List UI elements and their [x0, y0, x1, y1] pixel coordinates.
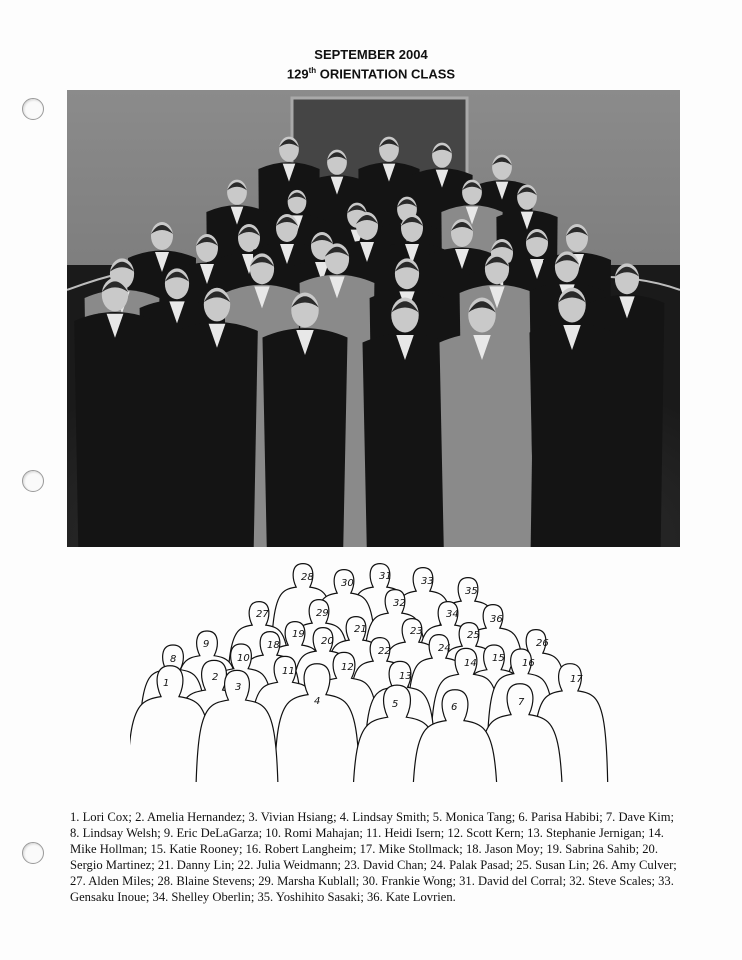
key-number-27: 27	[256, 609, 269, 620]
key-number-8: 8	[170, 654, 177, 665]
key-number-12: 12	[341, 662, 354, 673]
key-number-32: 32	[393, 598, 406, 609]
title-class-text: ORIENTATION CLASS	[316, 66, 456, 82]
binder-hole-top	[22, 98, 44, 120]
photo-person-31	[74, 278, 156, 547]
title-class	[0, 63, 742, 82]
key-number-23: 23	[410, 626, 423, 637]
title-class-number: 129	[286, 66, 309, 82]
key-number-1: 1	[163, 678, 170, 689]
key-number-29: 29	[316, 608, 329, 619]
page-title	[0, 47, 742, 82]
key-number-3: 3	[235, 682, 242, 693]
key-number-34: 34	[446, 609, 459, 620]
key-number-16: 16	[522, 658, 535, 669]
title-date: SEPTEMBER 2004	[314, 47, 428, 62]
key-number-2: 2	[212, 672, 219, 683]
key-number-17: 17	[570, 674, 583, 685]
key-number-6: 6	[451, 702, 458, 713]
key-number-20: 20	[321, 636, 334, 647]
key-number-25: 25	[467, 630, 480, 641]
identification-key-diagram	[130, 562, 610, 782]
binder-hole-bottom	[22, 842, 44, 864]
binder-hole-middle	[22, 470, 44, 492]
key-number-13: 13	[399, 671, 412, 682]
key-number-21: 21	[354, 624, 367, 635]
key-number-10: 10	[237, 653, 250, 664]
key-number-24: 24	[438, 643, 451, 654]
key-number-30: 30	[341, 578, 354, 589]
key-number-7: 7	[518, 697, 525, 708]
key-number-36: 36	[490, 614, 503, 625]
caption-names-list: 1. Lori Cox; 2. Amelia Hernandez; 3. Vivian Hsiang; 4. Lindsay Smith; 5. Monica Tang; 6. Parisa Habibi; 7. Dave Kim; 8. Lindsay Welsh; 9. Eric DeLaGarza; 10. Romi Mahajan; 11. Heidi Isern; 12. Scott Kern; 13. Stephanie Jernigan; 14. Mike Hollman; 15. Katie Rooney; 16. Robert Langheim; 17. Mike Stollmack; 18. Jason Moy; 19. Sabrina Sahib; 20. Sergio Martinez; 21. Danny Lin; 22. Julia Weidmann; 23. David Chan; 24. Palak Pasad; 25. Susan Lin; 26. Amy Culver; 27. Alden Miles; 28. Blaine Stevens; 29. Marsha Kublall; 30. Frankie Wong; 31. David del Corral; 32. Steve Scales; 33. Gensaku Inoue; 34. Shelley Oberlin; 35. Yoshihito Sasaki; 36. Kate Lovrien.	[70, 810, 677, 904]
key-number-35: 35	[465, 586, 478, 597]
key-number-31: 31	[379, 571, 392, 582]
key-number-14: 14	[464, 658, 477, 669]
key-number-9: 9	[203, 639, 210, 650]
key-number-15: 15	[492, 653, 505, 664]
key-silhouettes	[130, 564, 608, 782]
key-number-19: 19	[292, 629, 305, 640]
group-photo	[67, 90, 680, 547]
title-class-ordinal: th	[308, 66, 317, 75]
key-number-33: 33	[421, 576, 434, 587]
key-number-4: 4	[314, 696, 321, 707]
key-number-22: 22	[378, 646, 391, 657]
key-number-11: 11	[282, 666, 295, 677]
key-number-18: 18	[267, 640, 280, 651]
key-number-26: 26	[536, 638, 549, 649]
key-number-5: 5	[392, 699, 399, 710]
key-number-28: 28	[301, 572, 314, 583]
photo-person-32	[176, 288, 258, 547]
